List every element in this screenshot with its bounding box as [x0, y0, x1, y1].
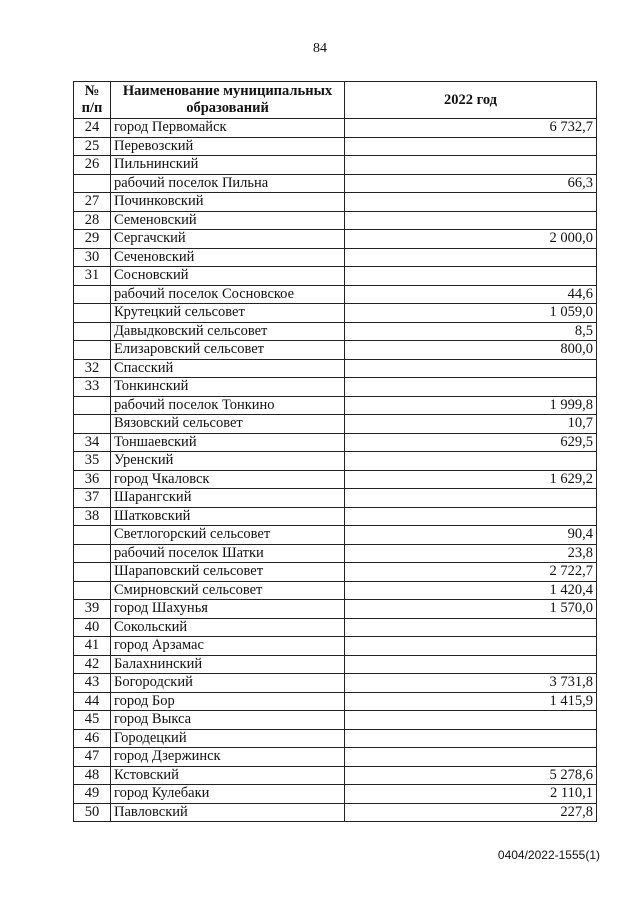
table-row [74, 674, 597, 693]
row-name: город Арзамас [111, 637, 345, 656]
table-row [74, 711, 597, 730]
row-name: город Выкса [111, 711, 345, 730]
table-row [74, 637, 597, 656]
row-value [345, 359, 597, 378]
row-number: 27 [74, 193, 111, 212]
row-value: 227,8 [345, 803, 597, 822]
row-number [74, 174, 111, 193]
row-name: Павловский [111, 803, 345, 822]
table-row [74, 248, 597, 267]
row-number [74, 396, 111, 415]
row-name: Сокольский [111, 618, 345, 637]
row-number [74, 322, 111, 341]
table-row [74, 396, 597, 415]
row-name: Смирновский сельсовет [111, 581, 345, 600]
table-row [74, 174, 597, 193]
row-number: 40 [74, 618, 111, 637]
row-value: 44,6 [345, 285, 597, 304]
row-name: город Первомайск [111, 119, 345, 138]
table-row [74, 526, 597, 545]
table-body [74, 119, 597, 822]
header-name: Наименование муниципальных образований [111, 82, 345, 119]
table-row [74, 766, 597, 785]
municipal-table [73, 81, 597, 822]
row-value: 1 999,8 [345, 396, 597, 415]
row-value [345, 137, 597, 156]
row-value: 23,8 [345, 544, 597, 563]
row-value [345, 489, 597, 508]
row-name: Шараповский сельсовет [111, 563, 345, 582]
row-value [345, 507, 597, 526]
row-number: 48 [74, 766, 111, 785]
row-name: Сергачский [111, 230, 345, 249]
row-number [74, 415, 111, 434]
row-value: 800,0 [345, 341, 597, 360]
row-value [345, 156, 597, 175]
row-name: Шарангский [111, 489, 345, 508]
row-number [74, 544, 111, 563]
row-name: Починковский [111, 193, 345, 212]
row-value [345, 748, 597, 767]
row-value [345, 637, 597, 656]
row-number: 26 [74, 156, 111, 175]
table-row [74, 378, 597, 397]
row-name: Уренский [111, 452, 345, 471]
row-name: Спасский [111, 359, 345, 378]
row-number: 49 [74, 785, 111, 804]
table-row [74, 359, 597, 378]
row-name: город Дзержинск [111, 748, 345, 767]
row-name: Светлогорский сельсовет [111, 526, 345, 545]
table-row [74, 803, 597, 822]
row-name: Шатковский [111, 507, 345, 526]
row-number [74, 526, 111, 545]
row-value: 3 731,8 [345, 674, 597, 693]
row-value: 5 278,6 [345, 766, 597, 785]
row-value [345, 729, 597, 748]
row-number: 24 [74, 119, 111, 138]
row-name: Семеновский [111, 211, 345, 230]
table-row [74, 692, 597, 711]
table-row [74, 193, 597, 212]
row-value [345, 267, 597, 286]
row-number [74, 341, 111, 360]
header-num: № п/п [74, 82, 111, 119]
row-name: Перевозский [111, 137, 345, 156]
row-number [74, 563, 111, 582]
row-name: Балахнинский [111, 655, 345, 674]
table-row [74, 433, 597, 452]
row-number [74, 304, 111, 323]
row-name: Сеченовский [111, 248, 345, 267]
row-number: 39 [74, 600, 111, 619]
table-row [74, 285, 597, 304]
row-name: Вязовский сельсовет [111, 415, 345, 434]
page-number: 84 [313, 41, 327, 56]
row-value: 1 629,2 [345, 470, 597, 489]
table-row [74, 156, 597, 175]
row-name: Сосновский [111, 267, 345, 286]
row-value [345, 618, 597, 637]
row-number: 33 [74, 378, 111, 397]
table-row [74, 600, 597, 619]
row-value [345, 211, 597, 230]
table-row [74, 230, 597, 249]
row-number: 37 [74, 489, 111, 508]
row-number [74, 285, 111, 304]
row-name: город Шахунья [111, 600, 345, 619]
table-row [74, 267, 597, 286]
row-name: Городецкий [111, 729, 345, 748]
row-value: 2 110,1 [345, 785, 597, 804]
row-value [345, 248, 597, 267]
row-value: 90,4 [345, 526, 597, 545]
row-number: 34 [74, 433, 111, 452]
row-value: 1 420,4 [345, 581, 597, 600]
table-row [74, 507, 597, 526]
row-name: город Чкаловск [111, 470, 345, 489]
row-name: Тонкинский [111, 378, 345, 397]
table-row [74, 341, 597, 360]
row-value: 2 000,0 [345, 230, 597, 249]
row-number: 47 [74, 748, 111, 767]
row-number: 38 [74, 507, 111, 526]
row-number: 46 [74, 729, 111, 748]
row-value [345, 193, 597, 212]
row-name: Крутецкий сельсовет [111, 304, 345, 323]
table-header [74, 82, 597, 119]
table-row [74, 785, 597, 804]
row-value: 8,5 [345, 322, 597, 341]
row-number [74, 581, 111, 600]
row-name: рабочий поселок Тонкино [111, 396, 345, 415]
header-year: 2022 год [345, 82, 597, 119]
table-row [74, 415, 597, 434]
table-row [74, 119, 597, 138]
row-number: 31 [74, 267, 111, 286]
table-row [74, 581, 597, 600]
table-row [74, 211, 597, 230]
row-name: рабочий поселок Шатки [111, 544, 345, 563]
row-name: Тоншаевский [111, 433, 345, 452]
row-number: 41 [74, 637, 111, 656]
row-value: 1 415,9 [345, 692, 597, 711]
row-name: Пильнинский [111, 156, 345, 175]
row-number: 43 [74, 674, 111, 693]
table-row [74, 489, 597, 508]
row-number: 35 [74, 452, 111, 471]
row-number: 32 [74, 359, 111, 378]
row-number: 45 [74, 711, 111, 730]
row-value: 629,5 [345, 433, 597, 452]
document-code: 0404/2022-1555(1) [497, 848, 600, 862]
table-row [74, 470, 597, 489]
row-name: Кстовский [111, 766, 345, 785]
row-number: 30 [74, 248, 111, 267]
table-row [74, 618, 597, 637]
row-name: рабочий поселок Пильна [111, 174, 345, 193]
row-value: 10,7 [345, 415, 597, 434]
row-value: 66,3 [345, 174, 597, 193]
row-value: 6 732,7 [345, 119, 597, 138]
row-value [345, 378, 597, 397]
row-name: Давыдковский сельсовет [111, 322, 345, 341]
row-value [345, 711, 597, 730]
table-row [74, 563, 597, 582]
row-name: рабочий поселок Сосновское [111, 285, 345, 304]
row-number: 25 [74, 137, 111, 156]
table-row [74, 137, 597, 156]
row-name: город Кулебаки [111, 785, 345, 804]
row-number: 44 [74, 692, 111, 711]
row-value: 1 059,0 [345, 304, 597, 323]
row-number: 36 [74, 470, 111, 489]
row-value [345, 655, 597, 674]
row-value [345, 452, 597, 471]
row-number: 50 [74, 803, 111, 822]
table-row [74, 748, 597, 767]
row-number: 29 [74, 230, 111, 249]
row-value: 2 722,7 [345, 563, 597, 582]
row-name: Богородский [111, 674, 345, 693]
table-row [74, 544, 597, 563]
row-number: 28 [74, 211, 111, 230]
table-row [74, 452, 597, 471]
row-value: 1 570,0 [345, 600, 597, 619]
row-name: Елизаровский сельсовет [111, 341, 345, 360]
table-row [74, 729, 597, 748]
row-name: город Бор [111, 692, 345, 711]
table-row [74, 655, 597, 674]
table-row [74, 322, 597, 341]
row-number: 42 [74, 655, 111, 674]
table-row [74, 304, 597, 323]
